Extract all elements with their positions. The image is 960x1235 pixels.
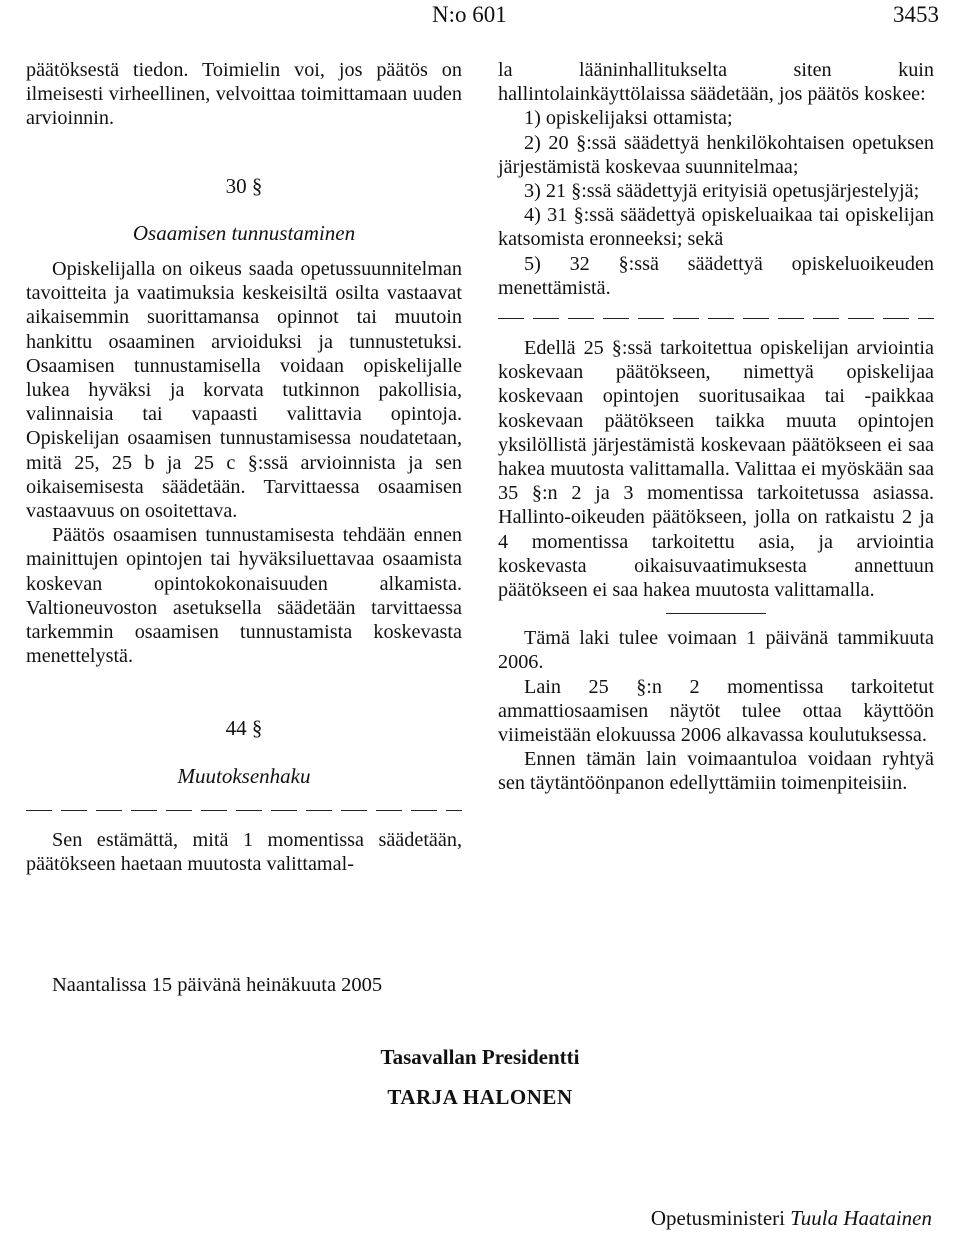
minister-name: Tuula Haatainen [790, 1206, 932, 1230]
section-30-paragraph-2: Päätös osaamisen tunnustamisesta tehdään ennen mainittujen opintojen tai hyväksiluettavaa osaamista koskevan opintokokonaisuuden alkamista. Valtioneuvoston asetuksella säädetään tarvittaessa tarkemmin osaamisen tunnustamista koskevasta menettelystä. [26, 524, 462, 668]
list-item: 1) opiskelijaksi ottamista; [524, 107, 733, 130]
minister-signature [651, 1206, 932, 1231]
page-number: 3453 [893, 2, 939, 27]
entry-into-force: Tämä laki tulee voimaan 1 päivänä tammikuuta 2006. [498, 627, 934, 674]
appeal-paragraph: Edellä 25 §:ssä tarkoitettua opiskelijan arviointia koskevaan päätökseen, nimettyä opiskelijaa koskevaan opintojen suoritusaikaa tai -paikkaa koskevaan päätökseen taikka muuta opintojen yksilöllistä järjestämistä koskevaan päätökseen ei saa hakea muutosta valittamalla. Valittaa ei myöskään saa 35 §:n 2 ja 3 momentissa tarkoitetussa asiassa. Hallinto-oikeuden päätökseen, jolla on ratkaistu 2 ja 4 momentissa tarkoitettu asia, ja arviointia koskevasta oikaisuvaatimuksesta annettuun päätökseen ei saa hakea muutosta valittamalla. [498, 337, 934, 602]
place-and-date: Naantalissa 15 päivänä heinäkuuta 2005 [52, 974, 383, 996]
omission-dashes [498, 306, 934, 330]
section-44-title: Muutoksenhaku [177, 763, 311, 788]
president-name: TARJA HALONEN [387, 1085, 573, 1109]
section-30-number: 30 § [225, 173, 263, 198]
transitional-provision: Lain 25 §:n 2 momentissa tarkoitetut ammattiosaamisen näytöt tulee ottaa käyttöön viimeistään elokuussa 2006 alkavassa koulutuksessa. [498, 675, 934, 747]
issue-number: N:o 601 [432, 2, 507, 27]
list-item: 2) 20 §:ssä säädettyä henkilökohtaisen opetuksen järjestämistä koskevaa suunnitelmaa; [498, 131, 934, 178]
continuation-text-right: la lääninhallitukselta siten kuin hallintolainkäyttölaissa säädetään, jos päätös koskee: [498, 59, 934, 106]
left-column [26, 58, 462, 876]
list-item: 5) 32 §:ssä säädettyä opiskeluoikeuden menettämistä. [498, 252, 934, 299]
right-column [498, 58, 934, 796]
section-divider [666, 613, 766, 614]
section-44-paragraph: Sen estämättä, mitä 1 momentissa säädetään, päätökseen haetaan muutosta valittamal- [26, 828, 462, 876]
list-item: 4) 31 §:ssä säädettyä opiskeluaikaa tai opiskelijan katsomista eronneeksi; sekä [498, 204, 934, 251]
list-item: 3) 21 §:ssä säädettyjä erityisiä opetusjärjestelyjä; [524, 180, 920, 203]
section-30-paragraph-1: Opiskelijalla on oikeus saada opetussuunnitelman tavoitteita ja vaatimuksia keskeisiltä osilta vastaavat aikaisemmin suorittamansa opinnot tai muutoin hankittu osaaminen arvioiduksi ja tunnustetuksi. Osaamisen tunnustamisella voidaan opiskelijalle lukea hyväksi ja korvata tutkinnon pakollisia, valinnaisia tai vapaasti valittavia opintoja. Opiskelijan osaamisen tunnustamisessa noudatetaan, mitä 25, 25 b ja 25 c §:ssä arvioinnista ja sen oikaisemisesta säädetään. Tarvittaessa osaamisen vastaavuus on osoitettava. [26, 258, 462, 523]
president-title: Tasavallan Presidentti [380, 1045, 580, 1069]
omission-dashes [26, 798, 462, 822]
section-44-number: 44 § [225, 716, 263, 741]
minister-title: Opetusministeri [650, 1206, 785, 1230]
preparatory-measures: Ennen tämän lain voimaantuloa voidaan ryhtyä sen täytäntöönpanon edellyttämiin toimenpiteisiin. [498, 748, 934, 795]
continuation-text: päätöksestä tiedon. Toimielin voi, jos päätös on ilmeisesti virheellinen, velvoittaa toimittamaan uuden arvioinnin. [26, 59, 462, 130]
section-30-title: Osaamisen tunnustaminen [132, 220, 356, 245]
